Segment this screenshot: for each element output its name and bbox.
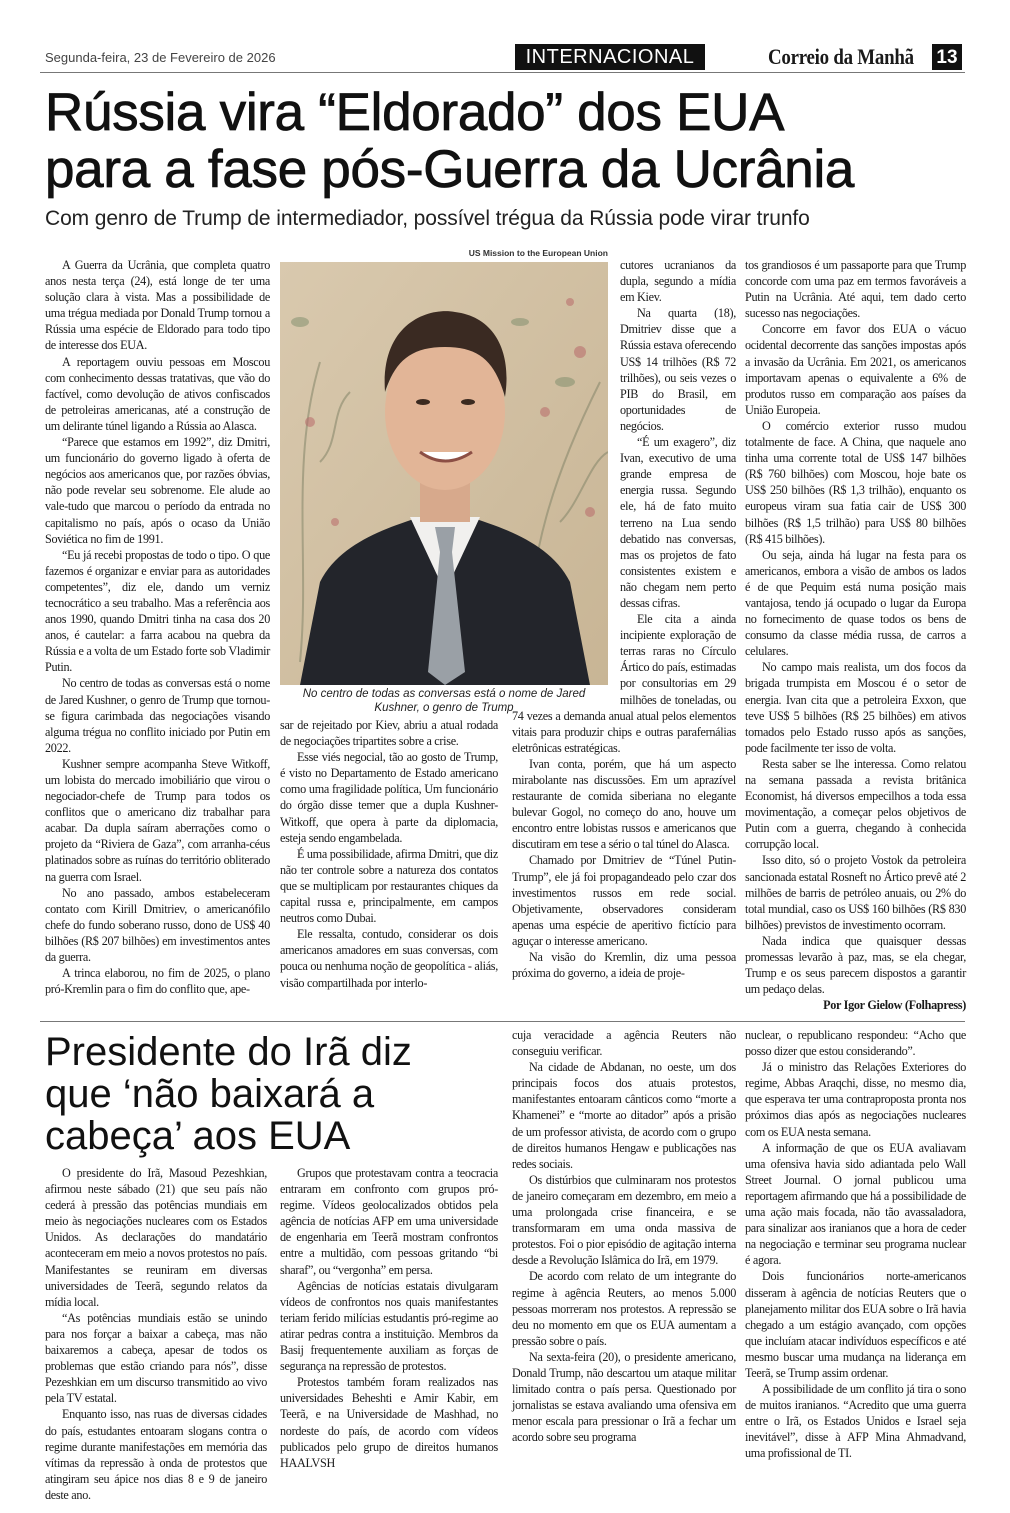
paragraph: Já o ministro das Relações Exteriores do regime, Abbas Araqchi, disse, no mesmo dia, que esperava ter uma contraproposta pronta nos próximos dias após as negociações nucleares com os EUA nesta semana. — [745, 1060, 966, 1139]
paragraph: Nada indica que quaisquer dessas promessas levarão à paz, mas, se ela chegar, Trump e os seus parecem dispostos a garantir um pedaço delas. — [745, 933, 966, 997]
paragraph: Concorre em favor dos EUA o vácuo ocidental decorrente das sanções impostas após a invasão da Ucrânia. Em 2021, os americanos importavam apenas o equivalente a 6% de produtos russo em comparação aos países da União Europeia. — [745, 322, 966, 417]
paragraph: Isso dito, só o projeto Vostok da petroleira sancionada estatal Rosneft no Ártico prevê até 2 milhões de barris de petróleo anuais, ou 2% do total mundial, caso os US$ 160 bilhões (R$ 830 bilhões) previstos de investimento ocorram. — [745, 853, 966, 932]
paragraph: “As potências mundiais estão se unindo para nos forçar a baixar a cabeça, mas não baixaremos a cabeça, apesar de todos os problemas que estão criando para nós”, disse Pezeshkian em um discurso transmitido ao vivo pela TV estatal. — [45, 1310, 267, 1406]
article1-column-2 — [280, 717, 498, 991]
paragraph: “Eu já recebi propostas de todo o tipo. O que fazemos é organizar e enviar para as autoridades competentes”, diz ele, dando um verniz tecnocrático a seu trabalho. Mas a referência aos anos 1990, quando Dmitri tinha na casa dos 20 anos, é cautelar: a farra acabou na quebra da Rússia e a volta de um Estado forte sob Vladimir Putin. — [45, 547, 270, 675]
paragraph: Protestos também foram realizados nas universidades Beheshti e Amir Kabir, em Teerã, e na Universidade de Mashhad, no nordeste do país, de acordo com vídeos publicados pelo grupo de direitos humanos HAALVSH — [280, 1375, 498, 1470]
headline-line: Rússia vira “Eldorado” dos EUA — [45, 83, 785, 142]
paragraph: Ou seja, ainda há lugar na festa para os americanos, embora a visão de ambos os lados é de que Pequim está numa posição mais vantajosa, tendo já ocupado o lugar da Europa no fornecimento de quase todos os bens de consumo da classe média russa, de carros a celulares. — [745, 547, 966, 659]
article1-column-1 — [45, 257, 270, 997]
kushner-photo — [280, 262, 608, 685]
paragraph: Enquanto isso, nas ruas de diversas cidades do país, estudantes entoaram slogans contra o regime durante manifestações em memória das vítimas da repressão à onda de protestos que atingiram seu ápice nos dias 8 e 9 de janeiro deste ano. — [45, 1407, 267, 1502]
paragraph: A Guerra da Ucrânia, que completa quatro anos nesta terça (24), está longe de ter uma solução clara à vista. Mas a possibilidade de uma trégua mediada por Donald Trump tornou a Rússia uma espécie de Eldorado para todo tipo de interesse dos EUA. — [45, 258, 270, 353]
photo-caption: No centro de todas as conversas está o nome de Jared Kushner, o genro de Trump — [302, 688, 586, 714]
paragraph: Os distúrbios que culminaram nos protestos de janeiro começaram em dezembro, em meio a uma prolongada crise financeira, e se transformaram em uma onda massiva de protestos. Foi o pior episódio de agitação interna desde a Revolução Islâmica do Irã, em 1979. — [512, 1172, 736, 1268]
paragraph: Esse viés negocial, tão ao gosto de Trump, é visto no Departamento de Estado americano como uma fragilidade política, Um funcionário do órgão disse temer que a dupla Kushner-Witkoff, que opera à parte da diplomacia, esteja sendo engambelada. — [280, 750, 498, 845]
paragraph: Chamado por Dmitriev de “Túnel Putin-Trump”, ele já foi propagandeado pelo czar dos investimentos russos em rede social. Objetivamente, observadores consideram apenas uma espécie de aperitivo fictício para aguçar o interesse americano. — [512, 853, 736, 948]
photo-credit: US Mission to the European Union — [468, 248, 608, 258]
article2-column-4 — [745, 1027, 966, 1462]
article2-headline — [45, 1031, 465, 1157]
paragraph: “Parece que estamos em 1992”, diz Dmitri, um funcionário do governo ligado à oferta de negócios aos americanos que, por razões óbvias, não pode revelar seu sobrenome. Ele alude ao vale-tudo que marcou o período da entrada no capitalismo no país, após o ocaso da União Soviética no fim de 1991. — [45, 435, 270, 546]
article2-column-3 — [512, 1027, 736, 1445]
paragraph: Na cidade de Abdanan, no oeste, um dos principais focos dos atuais protestos, manifestantes entoaram cânticos como “morte a Khamenei” e “morte ao ditador” após a prisão de um professor ativista, de acordo com o grupo de direitos humanos Hengaw e publicações nas redes sociais. — [512, 1060, 736, 1171]
paragraph: No ano passado, ambos estabeleceram contato com Kirill Dmitriev, o americanófilo chefe do fundo soberano russo, dono de US$ 40 bilhões (R$ 207 bilhões) em investimentos antes da guerra. — [45, 885, 270, 965]
headline-line: que ‘não baixará a — [45, 1072, 375, 1116]
paragraph: O presidente do Irã, Masoud Pezeshkian, afirmou neste sábado (21) que seu país não cederá à pressão das potências mundiais em meio às negociações nucleares com os Estados Unidos. As declarações do mandatário aconteceram em meio a novos protestos no país. Manifestantes se reuniram em diversas universidades de Teerã, segundo relatos da mídia local. — [45, 1166, 267, 1309]
article2-column-2 — [280, 1165, 498, 1471]
paragraph: Na sexta-feira (20), o presidente americano, Donald Trump, não descartou um ataque militar limitado contra o país persa. Questionado por jornalistas se estava avaliando uma ofensiva em menor escala para pressionar o Irã a fechar um acordo sobre seu programa — [512, 1349, 736, 1445]
headline-line: para a fase pós-Guerra da Ucrânia — [45, 140, 855, 199]
paragraph: Dois funcionários norte-americanos disseram à agência de notícias Reuters que o planejamento militar dos EUA sobre o Irã havia chegado a um estágio avançado, com opções que incluíam atacar indivíduos específicos e até mesmo buscar uma mudança na liderança em Teerã, se Trump assim ordenar. — [745, 1269, 966, 1380]
paragraph: tos grandiosos é um passaporte para que Trump concorde com uma paz em termos favoráveis a Putin na Ucrânia. Até aqui, tem dado certo sucesso nas negociações. — [745, 258, 966, 321]
paragraph: A trinca elaborou, no fim de 2025, o plano pró-Kremlin para o fim do conflito que, ape- — [45, 966, 270, 997]
article-divider — [40, 1021, 965, 1022]
paragraph: nuclear, o republicano respondeu: “Acho que posso dizer que estou considerando”. — [745, 1028, 966, 1059]
paragraph: O comércio exterior russo mudou totalmente de face. A China, que naquele ano tinha uma corrente total de US$ 147 bilhões (R$ 760 bilhões) com Moscou, hoje bate os US$ 250 bilhões (R$ 1,3 trilhão), enquanto os europeus viram sua fatia cair de US$ 300 bilhões (R$ 1,5 trilhão) para US$ 80 bilhões (R$ 415 bilhões). — [745, 418, 966, 546]
paragraph: sar de rejeitado por Kiev, abriu a atual rodada de negociações tripartites sobre a crise. — [280, 718, 498, 749]
issue-date: Segunda-feira, 23 de Fevereiro de 2026 — [45, 50, 276, 65]
paragraph: No centro de todas as conversas está o nome de Jared Kushner, o genro de Trump que tornou-se figura carimbada das negociações visando alguma trégua no conflito iniciado por Putin em 2022. — [45, 676, 270, 755]
article1-headline — [45, 84, 985, 198]
paragraph: Resta saber se lhe interessa. Como relatou na semana passada a revista britânica Economist, há diversos empecilhos a toda essa movimentação, a começar pelos objetivos de Putin com a guerra, chegando à conhecida corrupção local. — [745, 756, 966, 852]
paragraph: Na quarta (18), Dmitriev disse que a Rússia estava oferecendo US$ 14 trilhões (R$ 72 trilhões), ou seis vezes o PIB do Brasil, em oportunidades de negócios. — [620, 306, 736, 433]
paragraph: “É um exagero”, diz Ivan, executivo de uma grande empresa de energia russa. Segundo ele, há de fato muito terreno na Lua sendo debatido nas conversas, mas os projetos de fato consistentes existem e não chegam nem perto dessas cifras. — [620, 435, 736, 610]
paragraph: No campo mais realista, um dos focos da brigada trumpista em Moscou é o setor de energia. Ivan cita que a petroleira Exxon, que teve US$ 5 bilhões (R$ 25 bilhões) em ativos tomados pelo Estado russo após as sanções, pode facilmente ter isso de volta. — [745, 660, 966, 755]
byline: Por Igor Gielow (Folhapress) — [823, 998, 966, 1013]
paragraph: A possibilidade de um conflito já tira o sono de muitos iranianos. “Acredito que uma guerra entre o Irã, os Estados Unidos e Israel seja inevitável”, disse à AFP Mina Ahmadvand, uma profissional de TI. — [745, 1382, 966, 1461]
paragraph: De acordo com relato de um integrante do regime à agência Reuters, ao menos 5.000 pessoas morreram nos protestos. A repressão se deu no momento em que os EUA aumentam a pressão sobre o país. — [512, 1269, 736, 1348]
paragraph: Ivan conta, porém, que há um aspecto mirabolante nas discussões. Em um aprazível restaurante de comida siberiana no elegante bulevar Gogol, no começo do ano, houve um encontro entre lobistas russos e americanos que discutiram em tese a sério o tal túnel do Alasca. — [512, 756, 736, 852]
paragraph: Agências de notícias estatais divulgaram vídeos de confrontos nos quais manifestantes teriam ferido milícias estudantis pró-regime ao atirar pedras contra a instituição. Membros da Basij frequentemente auxiliam as forças de segurança na repressão de protestos. — [280, 1278, 498, 1374]
paragraph: A informação de que os EUA avaliavam uma ofensiva havia sido adiantada pelo Wall Street Journal. O jornal publicou uma reportagem afirmando que há a possibilidade de uma ação mais focada, não tão avassaladora, para sinalizar aos iranianos que a hora de ceder na negociação e terminar seu programa nuclear é agora. — [745, 1140, 966, 1268]
paragraph: Ele cita a ainda incipiente exploração de terras raras no Círculo Ártico do país, estimadas por consultorias em 29 milhões de toneladas, ou 74 vezes a demanda anual atual pelos elementos vitais para produzir chips e outras parafernálias eletrônicas estratégicas. — [512, 612, 736, 755]
paragraph: É uma possibilidade, afirma Dmitri, que diz não ter controle sobre a natureza dos contatos que se multiplicam por restaurantes chiques da capital russa e, principalmente, em campos neutros como Dubai. — [280, 846, 499, 926]
paragraph: cutores ucranianos da dupla, segundo a mídia em Kiev. — [620, 258, 736, 305]
paragraph: A reportagem ouviu pessoas em Moscou com conhecimento dessas tratativas, que vão do factível, como devolução de ativos confiscados de petroleiras americanas, até a construção de um delirante túnel ligando a Rússia ao Alasca. — [45, 354, 270, 433]
article1-column-4 — [745, 257, 966, 1013]
paragraph: Grupos que protestavam contra a teocracia entraram em confronto com grupos pró-regime. Vídeos geolocalizados obtidos pela agência de notícias AFP em uma universidade de engenharia em Teerã mostram confrontos entre a multidão, com pessoas gritando “bi sharaf”, ou “vergonha” em persa. — [280, 1166, 498, 1277]
paragraph: cuja veracidade a agência Reuters não conseguiu verificar. — [512, 1028, 736, 1059]
headline-line: Presidente do Irã diz — [45, 1030, 412, 1074]
newspaper-logo: Correio da Manhã — [768, 44, 914, 69]
header-divider — [40, 72, 965, 73]
article2-column-1 — [45, 1165, 267, 1503]
paragraph: Ele ressalta, contudo, considerar os dois americanos amadores em suas conversas, com pouca ou nenhuma noção de geopolítica - aliás, visão compartilhada por interlo- — [280, 927, 498, 990]
paragraph: Kushner sempre acompanha Steve Witkoff, um lobista do mercado imobiliário que virou o negociador-chefe de Trump para todos os conflitos que o americano diz trabalhar para acabar. Da dupla saíram aberrações como o projeto da “Riviera de Gaza”, com arranha-céus platinados sobre as ruínas do território obliterado na guerra com Israel. — [45, 756, 270, 884]
headline-line: cabeça’ aos EUA — [45, 1114, 351, 1158]
page-number: 13 — [932, 44, 962, 70]
article1-subtitle: Com genro de Trump de intermediador, possível trégua da Rússia pode virar trunfo — [45, 207, 810, 230]
paragraph: Na visão do Kremlin, diz uma pessoa próxima do governo, a ideia de proje- — [512, 950, 736, 981]
section-label: INTERNACIONAL — [515, 44, 705, 70]
